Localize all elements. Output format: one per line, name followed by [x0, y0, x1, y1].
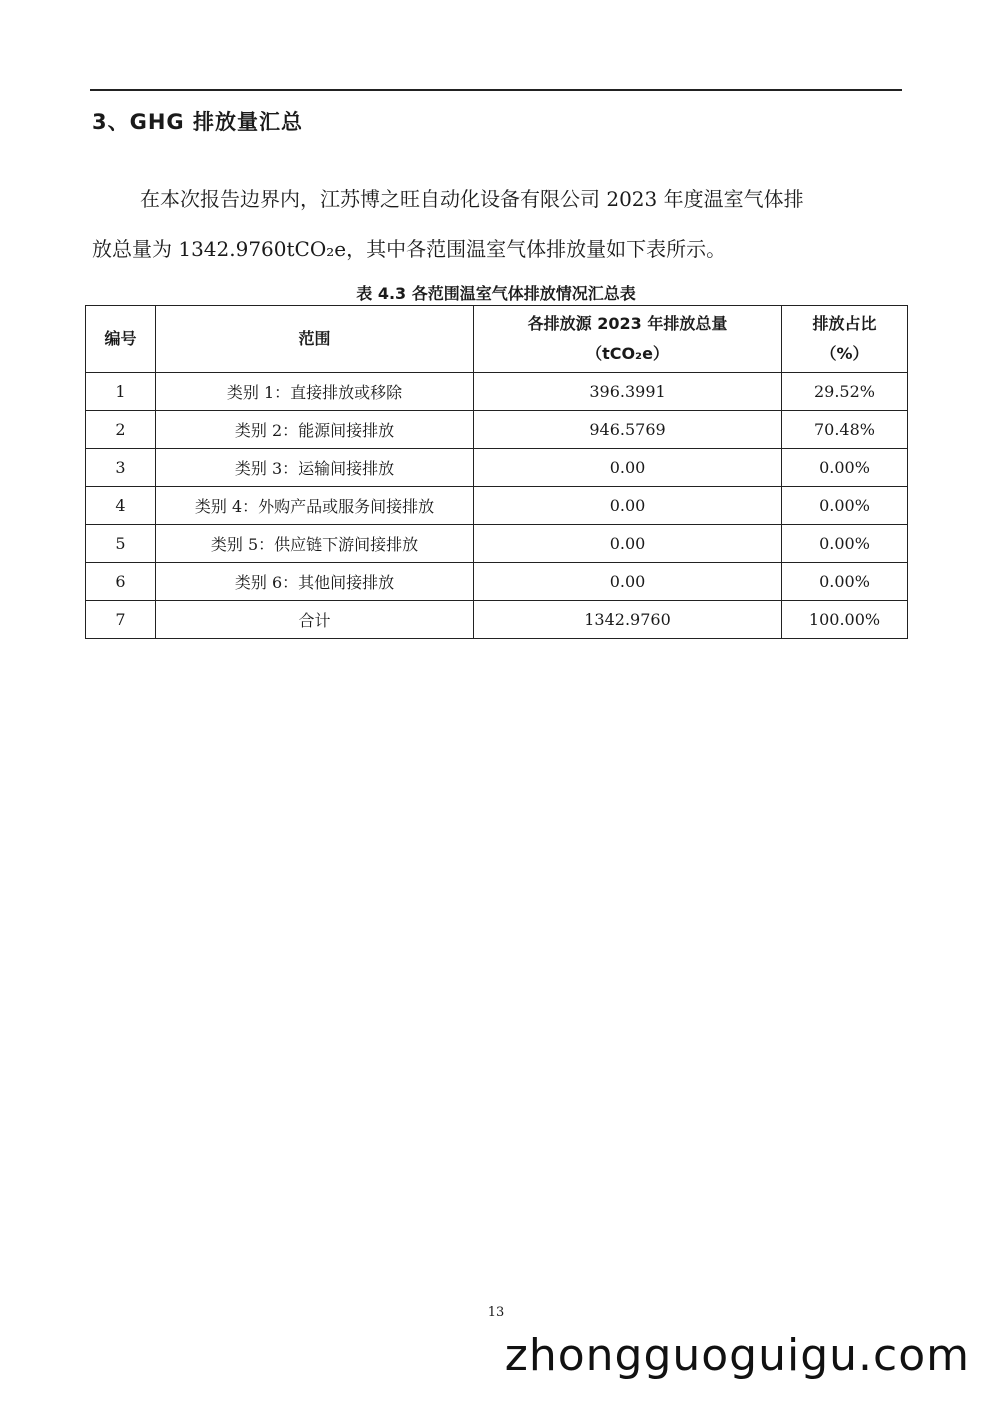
- cell-no: 2: [86, 411, 156, 449]
- cell-no: 3: [86, 449, 156, 487]
- cell-share: 0.00%: [782, 487, 908, 525]
- header-share-line-2: （%）: [820, 344, 869, 363]
- header-total-line-1: 各排放源 2023 年排放总量: [527, 314, 728, 333]
- table-row: [86, 563, 908, 601]
- table-row: [86, 487, 908, 525]
- table-row: [86, 449, 908, 487]
- cell-share: 0.00%: [782, 449, 908, 487]
- cell-total: 1342.9760: [474, 601, 782, 639]
- site-watermark: zhongguoguigu.com: [504, 1330, 970, 1381]
- cell-share: 100.00%: [782, 601, 908, 639]
- header-share: [782, 306, 908, 373]
- cell-scope: 类别 3：运输间接排放: [156, 449, 474, 487]
- header-scope: 范围: [156, 306, 474, 373]
- summary-paragraph-line-1: 在本次报告边界内，江苏博之旺自动化设备有限公司 2023 年度温室气体排: [140, 187, 804, 211]
- cell-share: 29.52%: [782, 373, 908, 411]
- summary-paragraph-line-2: 放总量为 1342.9760tCO₂e，其中各范围温室气体排放量如下表所示。: [92, 237, 727, 261]
- cell-total: 946.5769: [474, 411, 782, 449]
- cell-scope: 类别 4：外购产品或服务间接排放: [156, 487, 474, 525]
- table-header-row: [86, 306, 908, 373]
- cell-scope: 类别 5：供应链下游间接排放: [156, 525, 474, 563]
- cell-no: 5: [86, 525, 156, 563]
- cell-no: 7: [86, 601, 156, 639]
- header-share-line-1: 排放占比: [812, 314, 877, 333]
- table-caption: 表 4.3 各范围温室气体排放情况汇总表: [356, 284, 636, 303]
- cell-share: 70.48%: [782, 411, 908, 449]
- header-rule: [90, 89, 902, 91]
- cell-total: 0.00: [474, 563, 782, 601]
- cell-total: 0.00: [474, 487, 782, 525]
- cell-share: 0.00%: [782, 563, 908, 601]
- header-total-line-2: （tCO₂e）: [586, 344, 669, 363]
- emissions-summary-table: [85, 305, 908, 639]
- cell-scope: 类别 6：其他间接排放: [156, 563, 474, 601]
- page-number: 13: [487, 1305, 505, 1320]
- cell-no: 4: [86, 487, 156, 525]
- table-row: [86, 373, 908, 411]
- cell-scope: 类别 1：直接排放或移除: [156, 373, 474, 411]
- cell-scope: 合计: [156, 601, 474, 639]
- cell-share: 0.00%: [782, 525, 908, 563]
- section-heading: 3、GHG 排放量汇总: [92, 110, 303, 134]
- cell-no: 1: [86, 373, 156, 411]
- table-row: [86, 601, 908, 639]
- cell-scope: 类别 2：能源间接排放: [156, 411, 474, 449]
- cell-total: 396.3991: [474, 373, 782, 411]
- table-row: [86, 411, 908, 449]
- cell-no: 6: [86, 563, 156, 601]
- header-no: 编号: [86, 306, 156, 373]
- cell-total: 0.00: [474, 449, 782, 487]
- header-total: [474, 306, 782, 373]
- cell-total: 0.00: [474, 525, 782, 563]
- table-row: [86, 525, 908, 563]
